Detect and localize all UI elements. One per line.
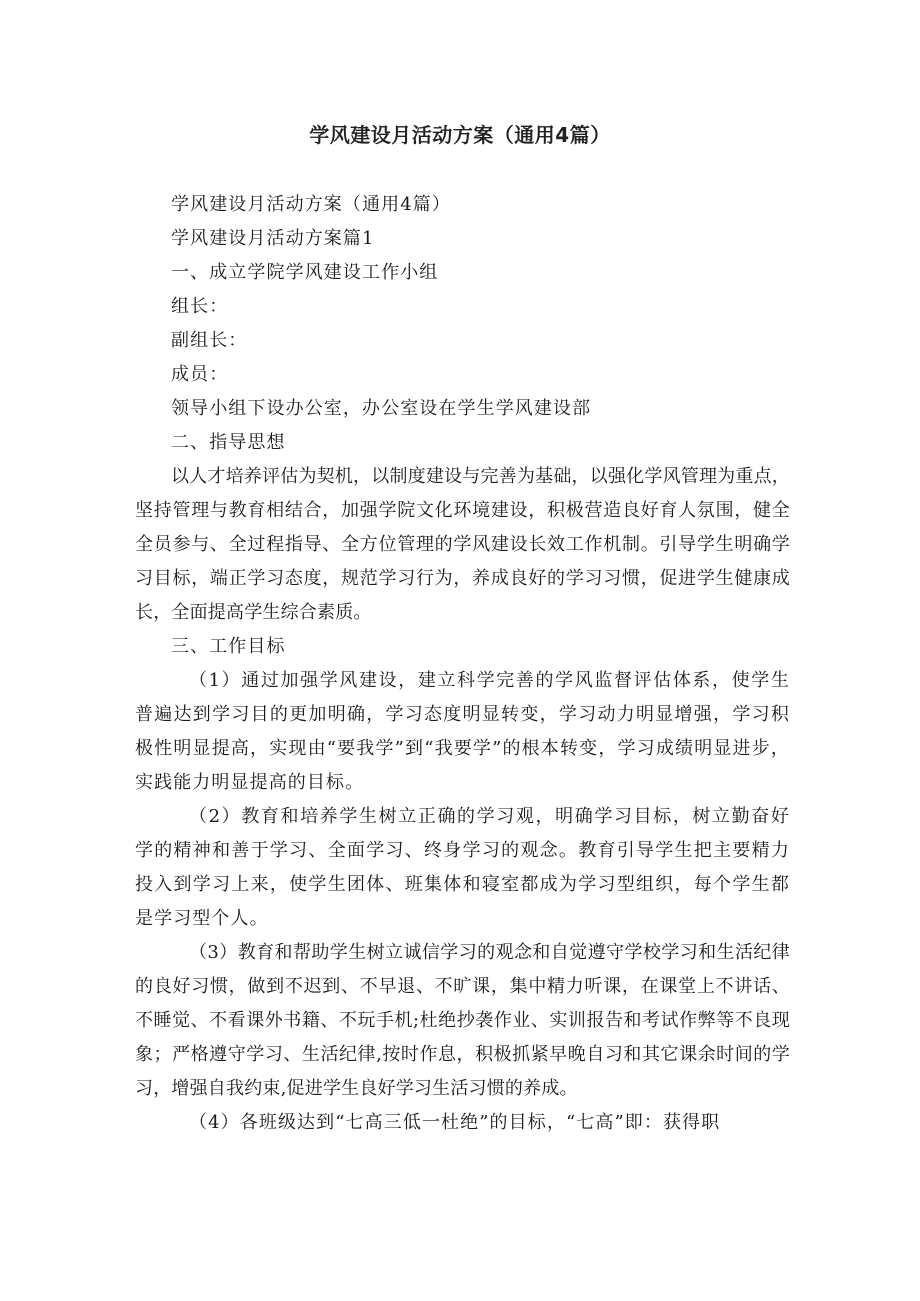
paragraph-members: 成员： bbox=[171, 364, 229, 385]
paragraph-guiding-thought: 以人才培养评估为契机，以制度建设与完善为基础，以强化学风管理为重点，坚持管理与教育相结合，加强学院文化环境建设，积极营造良好育人氛围，健全全员参与、全过程指导、全方位管理的学风建设长效工作机制。引导学生明确学习目标，端正学习态度，规范学习行为，养成良好的学习习惯，促进学生健康成长，全面提高学生综合素质。 bbox=[135, 466, 790, 623]
document-body bbox=[135, 188, 790, 1140]
paragraph-office: 领导小组下设办公室，办公室设在学生学风建设部 bbox=[171, 398, 592, 419]
paragraph-heading: 学风建设月活动方案（通用4篇） bbox=[171, 194, 451, 215]
document-title: 学风建设月活动方案（通用4篇） bbox=[309, 123, 611, 147]
paragraph-heading-3: 三、工作目标 bbox=[171, 636, 286, 657]
paragraph-goal-2: （2）教育和培养学生树立正确的学习观，明确学习目标，树立勤奋好学的精神和善于学习、全面学习、终身学习的观念。教育引导学生把主要精力投入到学习上来，使学生团体、班集体和寝室都成为学习型组织，每个学生都是学习型个人。 bbox=[135, 806, 790, 929]
paragraph-goal-3: （3）教育和帮助学生树立诚信学习的观念和自觉遵守学校学习和生活纪律的良好习惯，做到不迟到、不早退、不旷课，集中精力听课，在课堂上不讲话、不睡觉、不看课外书籍、不玩手机;杜绝抄袭作业、实训报告和考试作弊等不良现象；严格遵守学习、生活纪律,按时作息，积极抓紧早晚自习和其它课余时间的学习，增强自我约束,促进学生良好学习生活习惯的养成。 bbox=[135, 942, 790, 1099]
paragraph-deputy-leader: 副组长： bbox=[171, 330, 248, 351]
paragraph-heading-2: 二、指导思想 bbox=[171, 432, 286, 453]
paragraph-goal-4: （4）各班级达到“七高三低一杜绝”的目标，“七高”即：获得职 bbox=[189, 1112, 721, 1133]
paragraph-heading-1: 一、成立学院学风建设工作小组 bbox=[171, 262, 439, 283]
paragraph-goal-1: （1）通过加强学风建设，建立科学完善的学风监督评估体系，使学生普遍达到学习目的更加明确，学习态度明显转变，学习动力明显增强，学习积极性明显提高，实现由“要我学”到“我要学”的根本转变，学习成绩明显进步，实践能力明显提高的目标。 bbox=[135, 670, 790, 793]
paragraph-leader: 组长： bbox=[171, 296, 229, 317]
paragraph-section-title: 学风建设月活动方案篇1 bbox=[171, 228, 375, 249]
